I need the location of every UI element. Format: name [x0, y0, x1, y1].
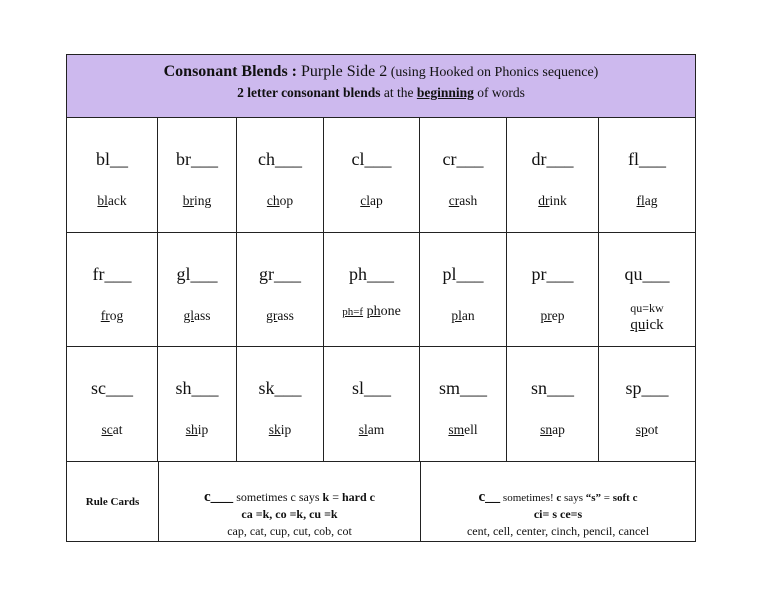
rule-cards-row — [67, 461, 695, 541]
blend-cell — [599, 117, 695, 232]
blend-cell — [507, 117, 599, 232]
word-blend-part: bl — [97, 193, 108, 208]
example-word — [507, 193, 598, 209]
word-rest: ip — [197, 422, 209, 437]
blend-cell — [158, 232, 237, 346]
word-rest: ack — [107, 193, 127, 208]
blend-label: sp___ — [625, 378, 669, 398]
blend-label: ph___ — [349, 264, 394, 284]
blend-cell — [237, 346, 324, 461]
blend-note: qu=kw — [630, 301, 664, 315]
word-rest: ot — [647, 422, 659, 437]
blend-label: gr___ — [259, 264, 301, 284]
example-word — [507, 308, 598, 324]
example-word-quick — [599, 317, 695, 334]
blend-cell — [67, 346, 158, 461]
word-blend-part: gr — [266, 308, 278, 323]
soft-c-rule-line-1 — [421, 489, 695, 506]
example-word — [599, 422, 695, 438]
word-blend-part: sn — [540, 422, 553, 437]
blend-cell — [599, 232, 695, 346]
word-rest: at — [112, 422, 123, 437]
word-rest: am — [367, 422, 385, 437]
worksheet-header — [67, 55, 695, 118]
soft-c-letter: c__ — [478, 489, 501, 505]
hard-c-name: hard c — [341, 490, 375, 504]
blend-label: br___ — [176, 149, 218, 169]
example-word — [324, 304, 419, 320]
word-blend-part: sh — [185, 422, 198, 437]
blend-label: bl__ — [95, 149, 128, 169]
title-rest: Purple Side 2 — [297, 63, 388, 80]
example-word — [237, 193, 323, 209]
example-word — [324, 193, 419, 209]
blend-label: cl___ — [351, 149, 392, 169]
word-rest: ing — [193, 193, 212, 208]
blend-cell — [237, 232, 324, 346]
word-rest: ell — [464, 422, 478, 437]
blend-label: sk___ — [258, 378, 302, 398]
hard-c-examples: cap, cat, cup, cut, cob, cot — [227, 524, 352, 538]
blend-cell — [420, 117, 507, 232]
example-word — [420, 422, 506, 438]
example-word — [67, 308, 157, 324]
word-rest: one — [380, 304, 401, 319]
example-word — [67, 422, 157, 438]
blend-label: sc___ — [91, 378, 133, 398]
blend-cell — [420, 232, 507, 346]
example-word — [599, 300, 695, 334]
word-rest: ap — [370, 193, 383, 208]
word-blend-part: sc — [101, 422, 113, 437]
worksheet-title — [67, 63, 695, 81]
blend-label: cr___ — [442, 149, 484, 169]
hard-c-rule-line-1 — [159, 489, 420, 506]
soft-c-examples: cent, cell, center, cinch, pencil, cancel — [466, 524, 650, 538]
blend-label: fl___ — [628, 149, 666, 169]
word-blend-part: sm — [448, 422, 465, 437]
subtitle-end: of words — [473, 85, 525, 100]
word-rest: op — [279, 193, 294, 208]
word-rest: ick — [645, 317, 664, 333]
example-word — [420, 193, 506, 209]
word-rest: ass — [194, 308, 211, 323]
word-blend-part: sl — [358, 422, 368, 437]
example-word — [237, 422, 323, 438]
soft-c-name: soft c — [612, 492, 638, 504]
blend-cell — [324, 232, 420, 346]
blend-label: sn___ — [530, 378, 574, 398]
blend-row-3 — [67, 346, 695, 462]
rule-cards-label: Rule Cards — [85, 496, 140, 508]
blend-label: gl___ — [176, 264, 218, 284]
word-blend-part: cr — [448, 193, 460, 208]
soft-c-rule — [421, 461, 695, 541]
soft-c-text: sometimes! — [500, 492, 557, 504]
word-rest: og — [109, 308, 124, 323]
word-blend-part: pl — [451, 308, 462, 323]
hard-c-k: k — [322, 490, 330, 504]
blend-cell — [507, 232, 599, 346]
word-blend-part: fl — [636, 193, 645, 208]
blend-label: dr___ — [531, 149, 574, 169]
blend-row-1 — [67, 117, 695, 233]
word-rest: an — [461, 308, 475, 323]
word-blend-part: qu — [630, 317, 646, 333]
blend-cell — [158, 346, 237, 461]
word-blend-part: sk — [268, 422, 281, 437]
word-blend-part: gl — [183, 308, 194, 323]
example-word — [599, 193, 695, 209]
worksheet-subtitle — [67, 85, 695, 101]
word-blend-part: ph — [366, 304, 381, 319]
blend-cell — [237, 117, 324, 232]
blend-label: sl___ — [351, 378, 391, 398]
word-rest: ap — [552, 422, 565, 437]
subtitle-bold: 2 letter consonant blends — [237, 85, 381, 100]
soft-c-c: c — [556, 492, 562, 504]
soft-c-rule-line-2: ci= s ce=s — [533, 507, 583, 521]
blend-cell — [324, 346, 420, 461]
phonics-worksheet — [66, 54, 696, 542]
subtitle-mid: at the — [380, 85, 417, 100]
word-blend-part: sp — [635, 422, 648, 437]
blend-label: pr___ — [531, 264, 574, 284]
example-word — [420, 308, 506, 324]
rule-cards-label-cell — [67, 461, 159, 541]
word-blend-part: cl — [360, 193, 370, 208]
word-rest: ag — [644, 193, 658, 208]
hard-c-letter: c___ — [204, 489, 234, 505]
word-rest: ass — [277, 308, 294, 323]
blend-label: ch___ — [258, 149, 302, 169]
title-small: (using Hooked on Phonics sequence) — [387, 65, 599, 80]
blend-label: sm___ — [438, 378, 487, 398]
word-blend-part: br — [182, 193, 194, 208]
hard-c-eq: = — [329, 490, 342, 504]
example-word — [67, 193, 157, 209]
word-blend-part: ch — [266, 193, 280, 208]
word-rest: ip — [280, 422, 292, 437]
word-rest: ep — [551, 308, 565, 323]
example-word — [324, 422, 419, 438]
blend-note: ph=f — [342, 306, 364, 318]
word-blend-part: fr — [100, 308, 110, 323]
example-word — [507, 422, 598, 438]
example-word — [237, 308, 323, 324]
example-word — [158, 308, 236, 324]
word-rest: ink — [549, 193, 567, 208]
blend-label: fr___ — [92, 264, 132, 284]
word-blend-part: dr — [538, 193, 550, 208]
blend-cell — [67, 232, 158, 346]
example-word — [158, 193, 236, 209]
blend-label: qu___ — [624, 264, 670, 284]
blend-row-2 — [67, 232, 695, 347]
title-bold: Consonant Blends : — [163, 63, 297, 80]
blend-cell — [324, 117, 420, 232]
soft-c-s: “s” — [585, 492, 602, 504]
hard-c-rule-line-2: ca =k, co =k, cu =k — [241, 507, 338, 521]
soft-c-says: says — [561, 492, 586, 504]
blend-label: sh___ — [175, 378, 219, 398]
blend-cell — [420, 346, 507, 461]
blend-label: pl___ — [442, 264, 484, 284]
example-word — [158, 422, 236, 438]
blend-cell — [67, 117, 158, 232]
blend-cell — [599, 346, 695, 461]
word-blend-part: pr — [540, 308, 552, 323]
blend-cell — [158, 117, 237, 232]
blend-cell — [507, 346, 599, 461]
hard-c-rule — [159, 461, 421, 541]
word-rest: ash — [459, 193, 478, 208]
hard-c-text: sometimes c says — [233, 490, 323, 504]
subtitle-underlined: beginning — [416, 85, 474, 100]
soft-c-eq: = — [601, 492, 613, 504]
